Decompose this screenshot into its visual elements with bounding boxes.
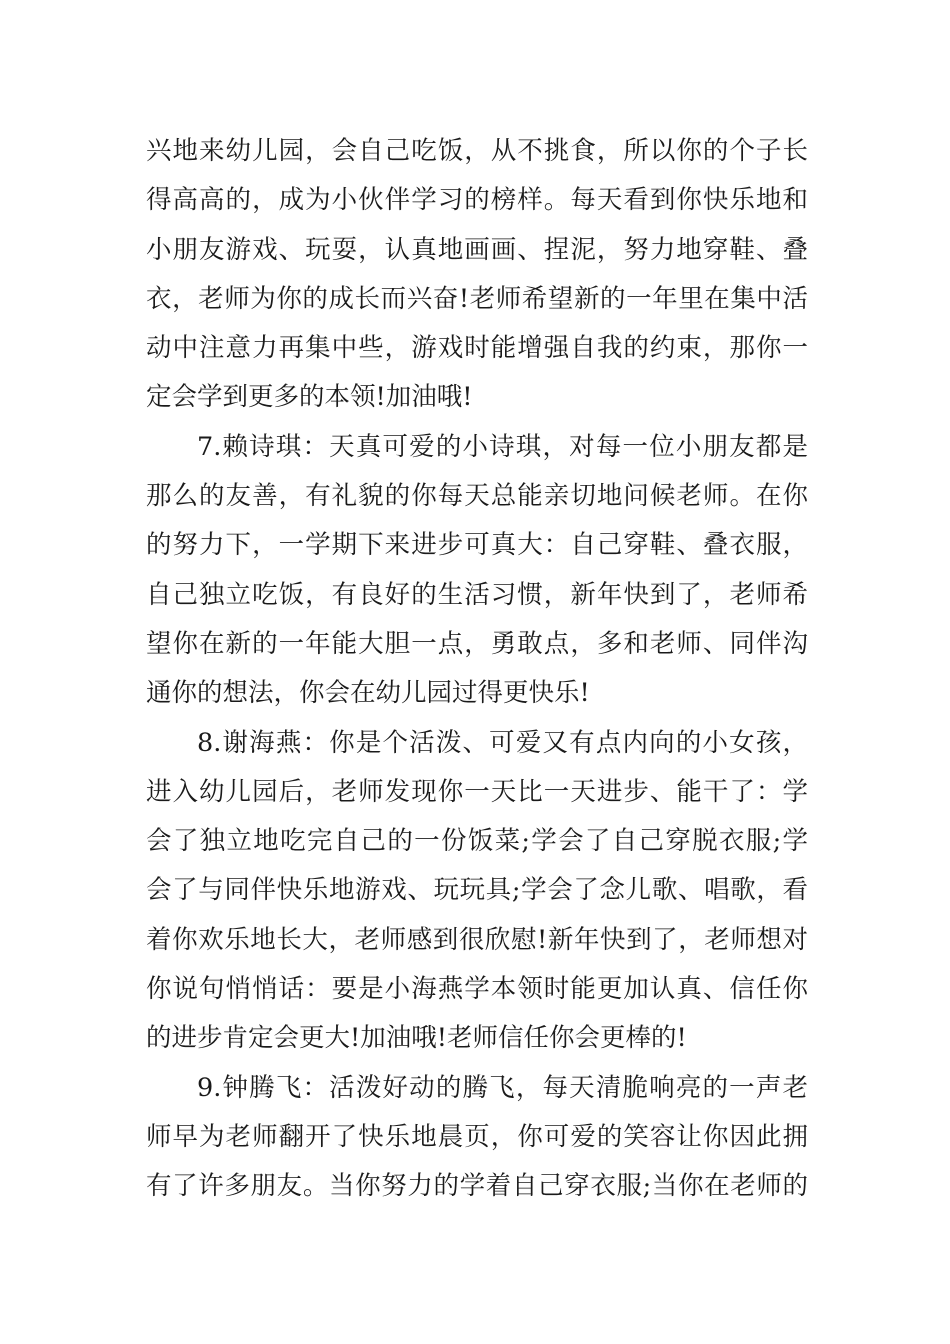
text-line: 自己独立吃饭，有良好的生活习惯，新年快到了，老师希 (146, 579, 808, 610)
text-line: 会了与同伴快乐地游戏、玩玩具;学会了念儿歌、唱歌，看 (146, 875, 808, 906)
text-line: 会了独立地吃完自己的一份饭菜;学会了自己穿脱衣服;学 (146, 826, 808, 857)
text-line: 你说句悄悄话：要是小海燕学本领时能更加认真、信任你 (146, 974, 808, 1005)
text-line: 小朋友游戏、玩耍，认真地画画、捏泥，努力地穿鞋、叠 (146, 234, 808, 265)
paragraph-item-8 (146, 719, 808, 1064)
text-line: 9.钟腾飞：活泼好动的腾飞，每天清脆响亮的一声老 (197, 1072, 808, 1103)
text-line: 7.赖诗琪：天真可爱的小诗琪，对每一位小朋友都是 (197, 431, 808, 462)
text-line: 定会学到更多的本领!加油哦! (146, 382, 473, 413)
paragraph-continuation (146, 127, 808, 423)
text-line: 得高高的，成为小伙伴学习的榜样。每天看到你快乐地和 (146, 185, 808, 216)
text-line: 那么的友善，有礼貌的你每天总能亲切地问候老师。在你 (146, 481, 808, 512)
text-line: 着你欢乐地长大，老师感到很欣慰!新年快到了，老师想对 (146, 924, 808, 955)
text-line: 师早为老师翻开了快乐地晨页，你可爱的笑容让你因此拥 (146, 1121, 808, 1152)
text-line: 8.谢海燕：你是个活泼、可爱又有点内向的小女孩， (197, 727, 808, 758)
text-line: 动中注意力再集中些，游戏时能增强自我的约束，那你一 (146, 333, 808, 364)
paragraph-item-9 (146, 1064, 808, 1212)
text-line: 的进步肯定会更大!加油哦!老师信任你会更棒的! (146, 1023, 687, 1054)
text-line: 兴地来幼儿园，会自己吃饭，从不挑食，所以你的个子长 (146, 136, 808, 166)
text-line: 进入幼儿园后，老师发现你一天比一天进步、能干了：学 (146, 776, 808, 807)
text-line: 的努力下，一学期下来进步可真大：自己穿鞋、叠衣服， (146, 530, 808, 561)
text-line: 有了许多朋友。当你努力的学着自己穿衣服;当你在老师的 (146, 1171, 808, 1202)
document-body (146, 127, 808, 1212)
paragraph-item-7 (146, 423, 808, 719)
text-line: 衣，老师为你的成长而兴奋!老师希望新的一年里在集中活 (146, 283, 808, 314)
text-line: 望你在新的一年能大胆一点，勇敢点，多和老师、同伴沟 (146, 628, 808, 659)
text-line: 通你的想法，你会在幼儿园过得更快乐! (146, 678, 590, 709)
